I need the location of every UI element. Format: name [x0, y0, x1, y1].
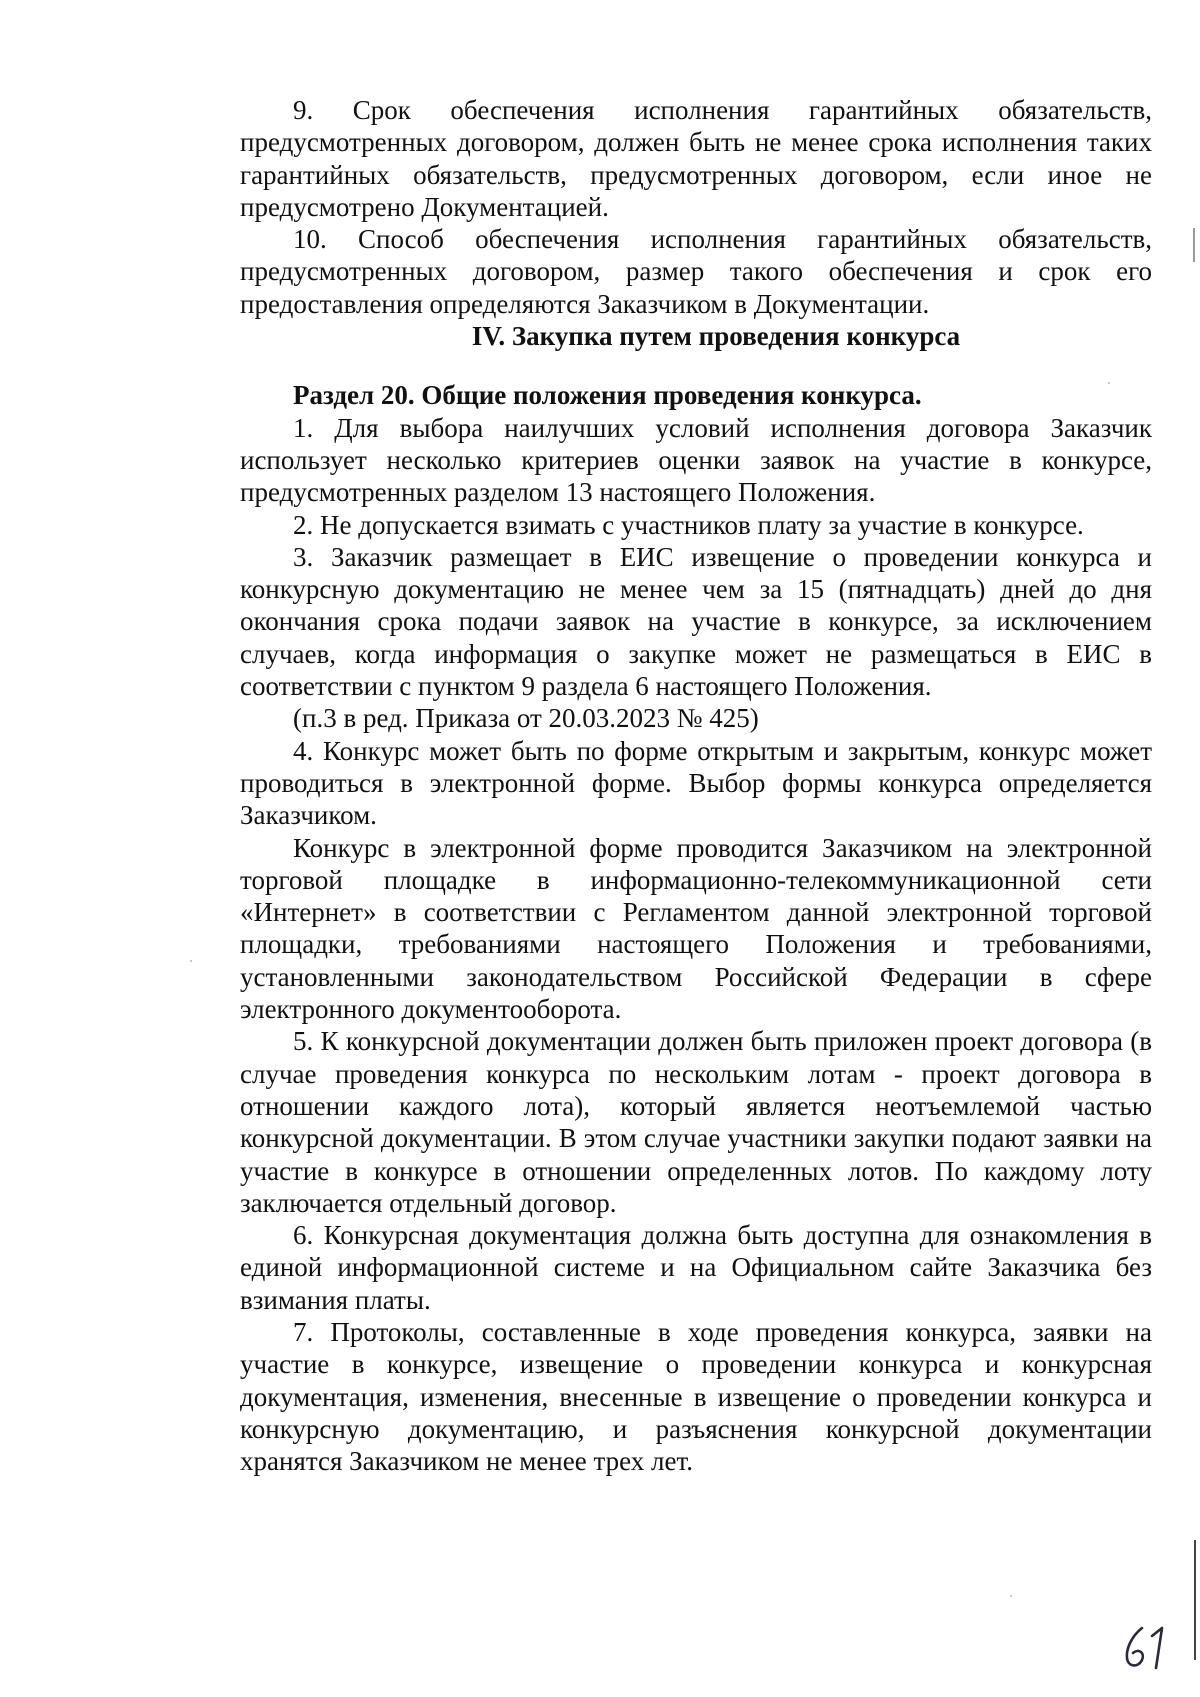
paragraph-2: 2. Не допускается взимать с участников плату за участие в конкурсе.	[293, 509, 1084, 540]
scan-edge-mark-top	[1193, 228, 1195, 262]
section-heading: Раздел 20. Общие положения проведения конкурса.	[293, 380, 922, 411]
paragraph-5: 5. К конкурсной документации должен быть приложен проект договора (в случае проведения конкурса по нескольким лотам - проект договора в отношении каждого лота), который является неотъемлемой частью конкурсной документации. В этом случае участники закупки подают заявки на участие в конкурсе в отношении определенных лотов. По каждому лоту заключается отдельный договор.	[240, 1026, 1152, 1218]
document-body	[240, 94, 1152, 1477]
handwritten-page-number	[1118, 1622, 1178, 1674]
paragraph-electronic-form: Конкурс в электронной форме проводится Заказчиком на электронной торговой площадке в информационно-телекоммуникационной сети «Интернет» в соответствии с Регламентом данной электронной торговой площадки, требованиями настоящего Положения и требованиями, установленными законодательством Российской Федерации в сфере электронного документооборота.	[240, 832, 1152, 1025]
scan-speck	[1108, 382, 1110, 384]
part-heading: IV. Закупка путем проведения конкурса	[471, 321, 961, 352]
paragraph-7: 7. Протоколы, составленные в ходе проведения конкурса, заявки на участие в конкурсе, извещение о проведении конкурса и конкурсная документация, изменения, внесенные в извещение о проведении конкурса и конкурсную документацию, и разъяснения конкурсной документации хранятся Заказчиком не менее трех лет.	[240, 1316, 1152, 1477]
scan-speck	[190, 960, 192, 962]
paragraph-9: 9. Срок обеспечения исполнения гарантийных обязательств, предусмотренных договором, должен быть не менее срока исполнения таких гарантийных обязательств, предусмотренных договором, если иное не предусмотрено Документацией.	[240, 95, 1152, 222]
handwritten-digit-1	[1152, 1628, 1162, 1668]
paragraph-10: 10. Способ обеспечения исполнения гарантийных обязательств, предусмотренных договором, размер такого обеспечения и срок его предоставления определяются Заказчиком в Документации.	[240, 224, 1152, 319]
edition-note: (п.3 в ред. Приказа от 20.03.2023 № 425)	[293, 703, 759, 734]
paragraph-1: 1. Для выбора наилучших условий исполнения договора Заказчик использует несколько критериев оценки заявок на участие в конкурсе, предусмотренных разделом 13 настоящего Положения.	[240, 412, 1152, 508]
paragraph-6: 6. Конкурсная документация должна быть доступна для ознакомления в единой информационной системе и на Официальном сайте Заказчика без взимания платы.	[240, 1220, 1152, 1315]
scan-speck	[1010, 1595, 1012, 1597]
paragraph-3: 3. Заказчик размещает в ЕИС извещение о проведении конкурса и конкурсную документацию не менее чем за 15 (пятнадцать) дней до дня окончания срока подачи заявок на участие в конкурсе, за исключением случаев, когда информация о закупке может не размещаться в ЕИС в соответствии с пунктом 9 раздела 6 настоящего Положения.	[240, 541, 1152, 702]
scan-edge-mark-bottom	[1194, 1540, 1196, 1660]
handwritten-digit-6	[1127, 1628, 1143, 1665]
paragraph-4: 4. Конкурс может быть по форме открытым и закрытым, конкурс может проводиться в электронной форме. Выбор формы конкурса определяется Заказчиком.	[240, 735, 1152, 831]
